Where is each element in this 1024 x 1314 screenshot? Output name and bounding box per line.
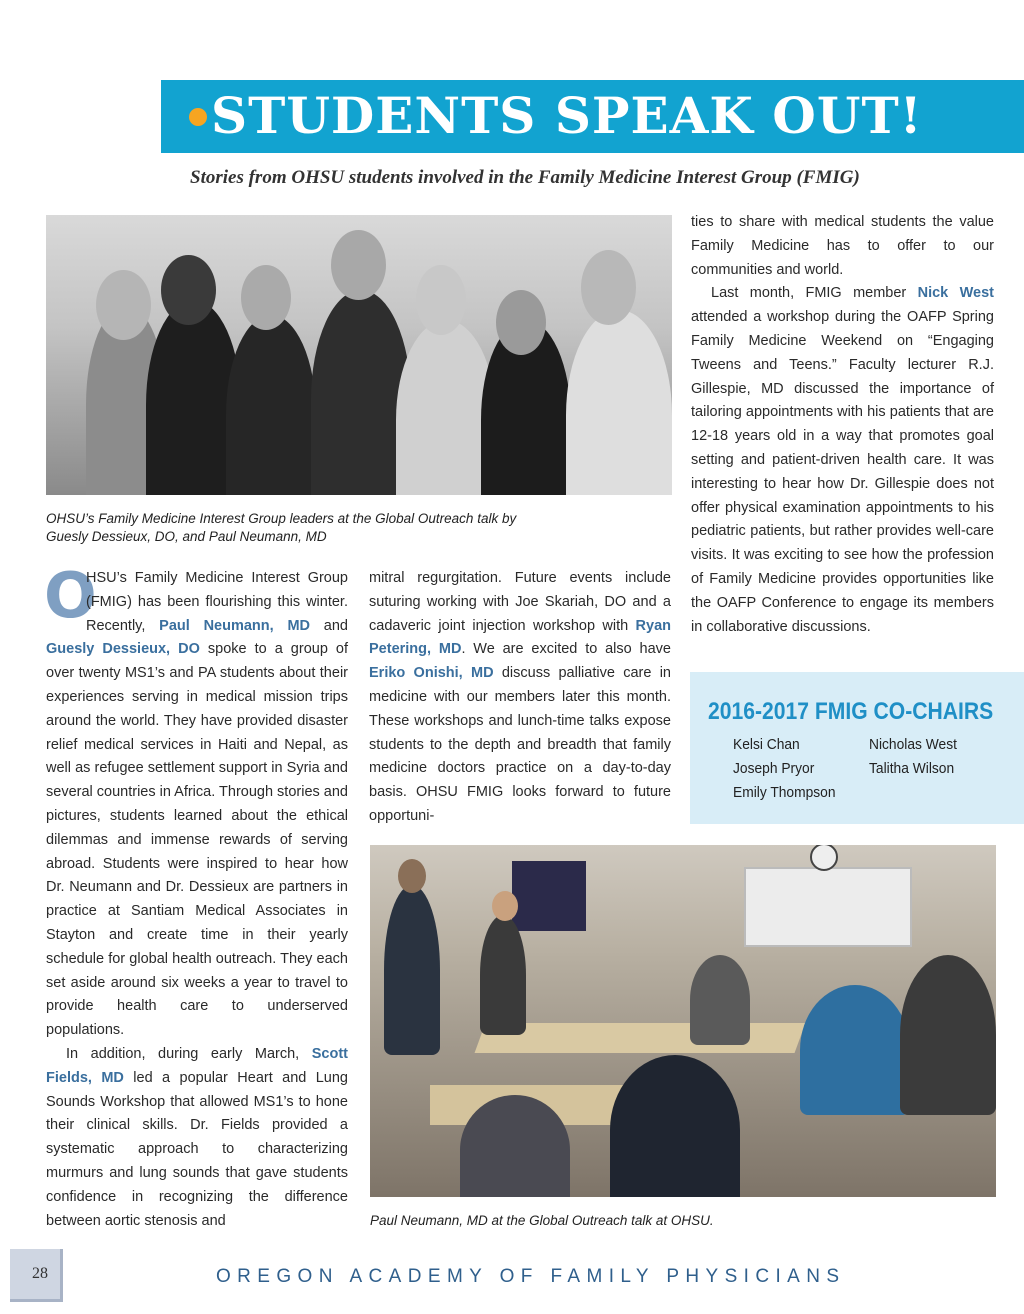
- person-name: Ryan Petering, MD: [369, 617, 671, 658]
- drop-cap: O: [44, 559, 97, 632]
- footer-organization: OREGON ACADEMY OF FAMILY PHYSICIANS: [216, 1266, 846, 1287]
- co-chairs-sidebar: [690, 672, 1024, 824]
- person-name: Nick West: [917, 285, 994, 302]
- person-name: Eriko Onishi, MD: [369, 665, 494, 682]
- body-text: led a popular Heart and Lung Sounds Workshop that allowed MS1’s to hone their clinical skills. Dr. Fields provided a systematic approach to characterizing murmurs and lung sounds that gave students confidence in recognizing the difference between aortic stenosis and: [46, 1069, 348, 1229]
- person-name: Guesly Dessieux, DO: [46, 641, 200, 658]
- group-photo: [46, 215, 672, 495]
- title-banner: [161, 80, 1024, 153]
- body-text: attended a workshop during the OAFP Spring Family Medicine Weekend on “Engaging Tweens and Teens.” Faculty lecturer R.J. Gillespie, MD discussed the importance of tailoring appointments with his patients that are 12-18 years old in a way that promotes goal setting and patient-driven health care. It was interesting to hear how Dr. Gillespie does not offer physical examination appointments to his pediatric patients, but rather provides well-care visits. It was exciting to see how the profession of Family Medicine provides opportunities like the OAFP Conference to engage its members in collaborative discussions.: [691, 309, 994, 635]
- top-photo-caption: [46, 510, 516, 546]
- body-text: mitral regurgitation. Future events include suturing working with Joe Skariah, DO and a cadaveric joint injection workshop with: [369, 570, 671, 634]
- page-number-box: [10, 1249, 63, 1302]
- person-name: Scott Fields, MD: [46, 1045, 348, 1086]
- classroom-photo: [370, 845, 996, 1197]
- page-number: 28: [32, 1265, 48, 1282]
- article-column-1: [44, 559, 348, 1233]
- body-text: In addition, during early March,: [66, 1045, 312, 1062]
- body-text: discuss palliative care in medicine with our members later this month. These workshops and lunch-time talks expose students to the depth and breadth that family medicine doctors practice on a day-to-day basis. OHSU FMIG looks forward to future opportuni-: [369, 665, 671, 824]
- body-text: HSU’s Family Medicine Interest Group (FMIG) has been flourishing this winter. Recently,: [86, 570, 348, 634]
- co-chair-name: Nicholas West: [869, 736, 957, 753]
- body-text: . We are excited to also have: [461, 641, 671, 658]
- person-name: Paul Neumann, MD: [159, 617, 310, 634]
- co-chair-name: Kelsi Chan: [733, 736, 800, 753]
- page-title: STUDENTS SPEAK OUT!: [211, 86, 923, 145]
- article-column-3: [691, 211, 994, 639]
- body-text: Last month, FMIG member: [711, 285, 918, 302]
- co-chair-name: Joseph Pryor: [733, 760, 815, 777]
- body-text: ties to share with medical students the value Family Medicine has to offer to our communities and world.: [691, 214, 994, 278]
- caption-line: Guesly Dessieux, DO, and Paul Neumann, MD: [46, 529, 327, 544]
- body-text: spoke to a group of over twenty MS1’s and PA students about their experiences serving in medical mission trips around the world. They have provided disaster relief medical services in Haiti and Nepal, as well as refugee settlement support in Syria and several countries in Africa. Through stories and pictures, students learned about the ethical dilemmas and immense rewards of serving abroad. Students were inspired to hear how Dr. Neumann and Dr. Dessieux are partners in practice at Santiam Medical Associates in Stayton and create time in their yearly schedule for global health outreach. They each set aside around six weeks a year to travel to provide health care to underserved populations.: [46, 641, 348, 1039]
- sidebar-title: 2016-2017 FMIG CO-CHAIRS: [708, 698, 994, 725]
- co-chair-name: Talitha Wilson: [869, 760, 955, 777]
- caption-line: OHSU’s Family Medicine Interest Group leaders at the Global Outreach talk by: [46, 511, 517, 526]
- article-column-2: [369, 567, 671, 829]
- body-text: and: [310, 617, 348, 634]
- page-subtitle: Stories from OHSU students involved in the Family Medicine Interest Group (FMIG): [190, 167, 860, 188]
- co-chair-name: Emily Thompson: [733, 784, 836, 801]
- bottom-photo-caption: Paul Neumann, MD at the Global Outreach talk at OHSU.: [370, 1213, 714, 1228]
- bullet-dot-icon: [189, 108, 207, 126]
